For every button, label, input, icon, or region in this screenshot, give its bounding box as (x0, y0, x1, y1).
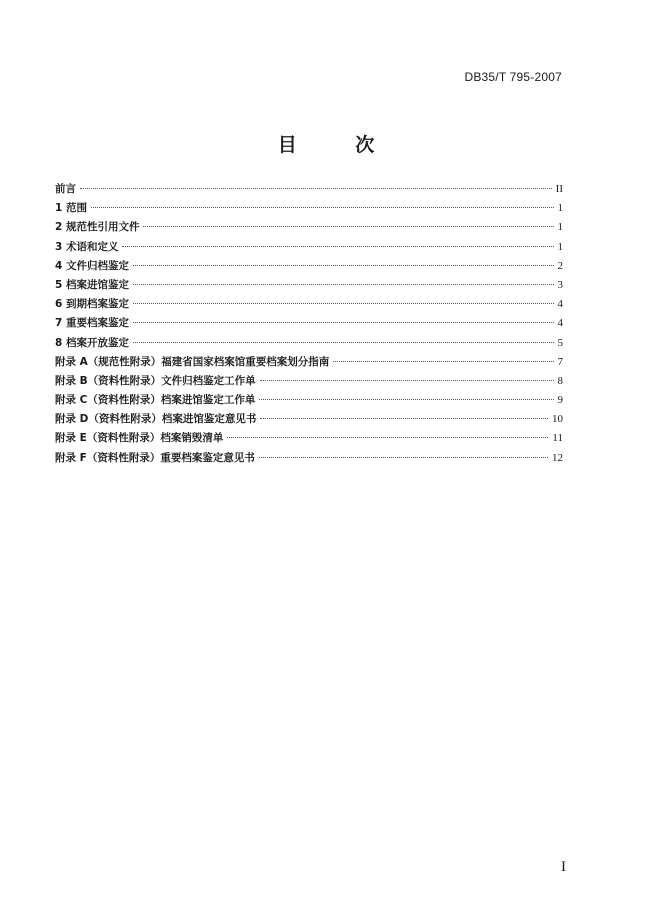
toc-entry-label: 8 档案开放鉴定 (55, 336, 129, 349)
dot-leader (259, 457, 548, 458)
toc-entry-appendix-b[interactable] (55, 372, 563, 391)
toc-entry-appendix-a[interactable] (55, 353, 563, 372)
toc-entry-label: 2 规范性引用文件 (55, 221, 140, 234)
toc-entry-label: 1 范围 (55, 202, 87, 215)
toc-entry-label: 附录 B（资料性附录）文件归档鉴定工作单 (55, 374, 256, 387)
dot-leader (133, 342, 554, 343)
dot-leader (143, 226, 553, 227)
page-number: I (561, 859, 566, 875)
toc-entry-label: 4 文件归档鉴定 (55, 259, 129, 272)
toc-entry-page: 8 (557, 374, 563, 387)
toc-entry-page: 1 (557, 240, 563, 253)
toc-entry-label: 5 档案进馆鉴定 (55, 278, 129, 291)
dot-leader (122, 246, 553, 247)
toc-entry-page: 2 (557, 259, 563, 272)
toc-entry-page: 11 (552, 432, 563, 445)
toc-entry-section-8[interactable] (55, 334, 563, 353)
dot-leader (133, 265, 554, 266)
toc-entry-label: 附录 A（规范性附录）福建省国家档案馆重要档案划分指南 (55, 355, 330, 368)
dot-leader (260, 380, 554, 381)
toc-entry-label: 附录 C（资料性附录）档案进馆鉴定工作单 (55, 394, 256, 407)
dot-leader (227, 437, 548, 438)
toc-entry-section-7[interactable] (55, 314, 563, 333)
dot-leader (333, 361, 553, 362)
toc-entry-page: 9 (557, 394, 563, 407)
toc-entry-label: 3 术语和定义 (55, 240, 119, 253)
toc-entry-section-2[interactable] (55, 218, 563, 237)
toc-entry-appendix-d[interactable] (55, 410, 563, 429)
toc-entry-label: 前言 (55, 183, 76, 195)
document-code: DB35/T 795-2007 (464, 70, 562, 84)
dot-leader (260, 418, 548, 419)
dot-leader (133, 322, 554, 323)
toc-entry-appendix-e[interactable] (55, 429, 563, 448)
toc-entry-section-3[interactable] (55, 238, 563, 257)
toc-entry-page: 12 (552, 451, 563, 464)
toc-entry-page: 4 (557, 317, 563, 330)
dot-leader (133, 284, 554, 285)
toc-entry-page: 7 (557, 355, 563, 368)
toc-entry-page: II (555, 183, 563, 195)
toc-entry-section-6[interactable] (55, 295, 563, 314)
toc-entry-label: 附录 E（资料性附录）档案销毁清单 (55, 432, 224, 445)
toc-entry-label: 附录 D（资料性附录）档案进馆鉴定意见书 (55, 413, 257, 426)
dot-leader (91, 207, 554, 208)
dot-leader (133, 303, 554, 304)
toc-entry-section-1[interactable] (55, 199, 563, 218)
toc-entry-page: 1 (557, 221, 563, 234)
toc-entry-appendix-c[interactable] (55, 391, 563, 410)
dot-leader (80, 188, 552, 189)
toc-entry-section-5[interactable] (55, 276, 563, 295)
toc-entry-page: 4 (557, 298, 563, 311)
toc-entry-appendix-f[interactable] (55, 449, 563, 468)
toc-entry-page: 10 (552, 413, 563, 426)
toc-entry-page: 3 (557, 278, 563, 291)
toc-entry-page: 5 (557, 336, 563, 349)
dot-leader (259, 399, 553, 400)
toc-entry-foreword[interactable] (55, 180, 563, 199)
toc-entry-section-4[interactable] (55, 257, 563, 276)
page-title: 目 次 (277, 134, 401, 156)
toc-entry-label: 7 重要档案鉴定 (55, 317, 129, 330)
toc-entry-label: 附录 F（资料性附录）重要档案鉴定意见书 (55, 451, 255, 464)
toc-entry-page: 1 (557, 202, 563, 215)
toc-entry-label: 6 到期档案鉴定 (55, 298, 129, 311)
table-of-contents (55, 180, 563, 468)
